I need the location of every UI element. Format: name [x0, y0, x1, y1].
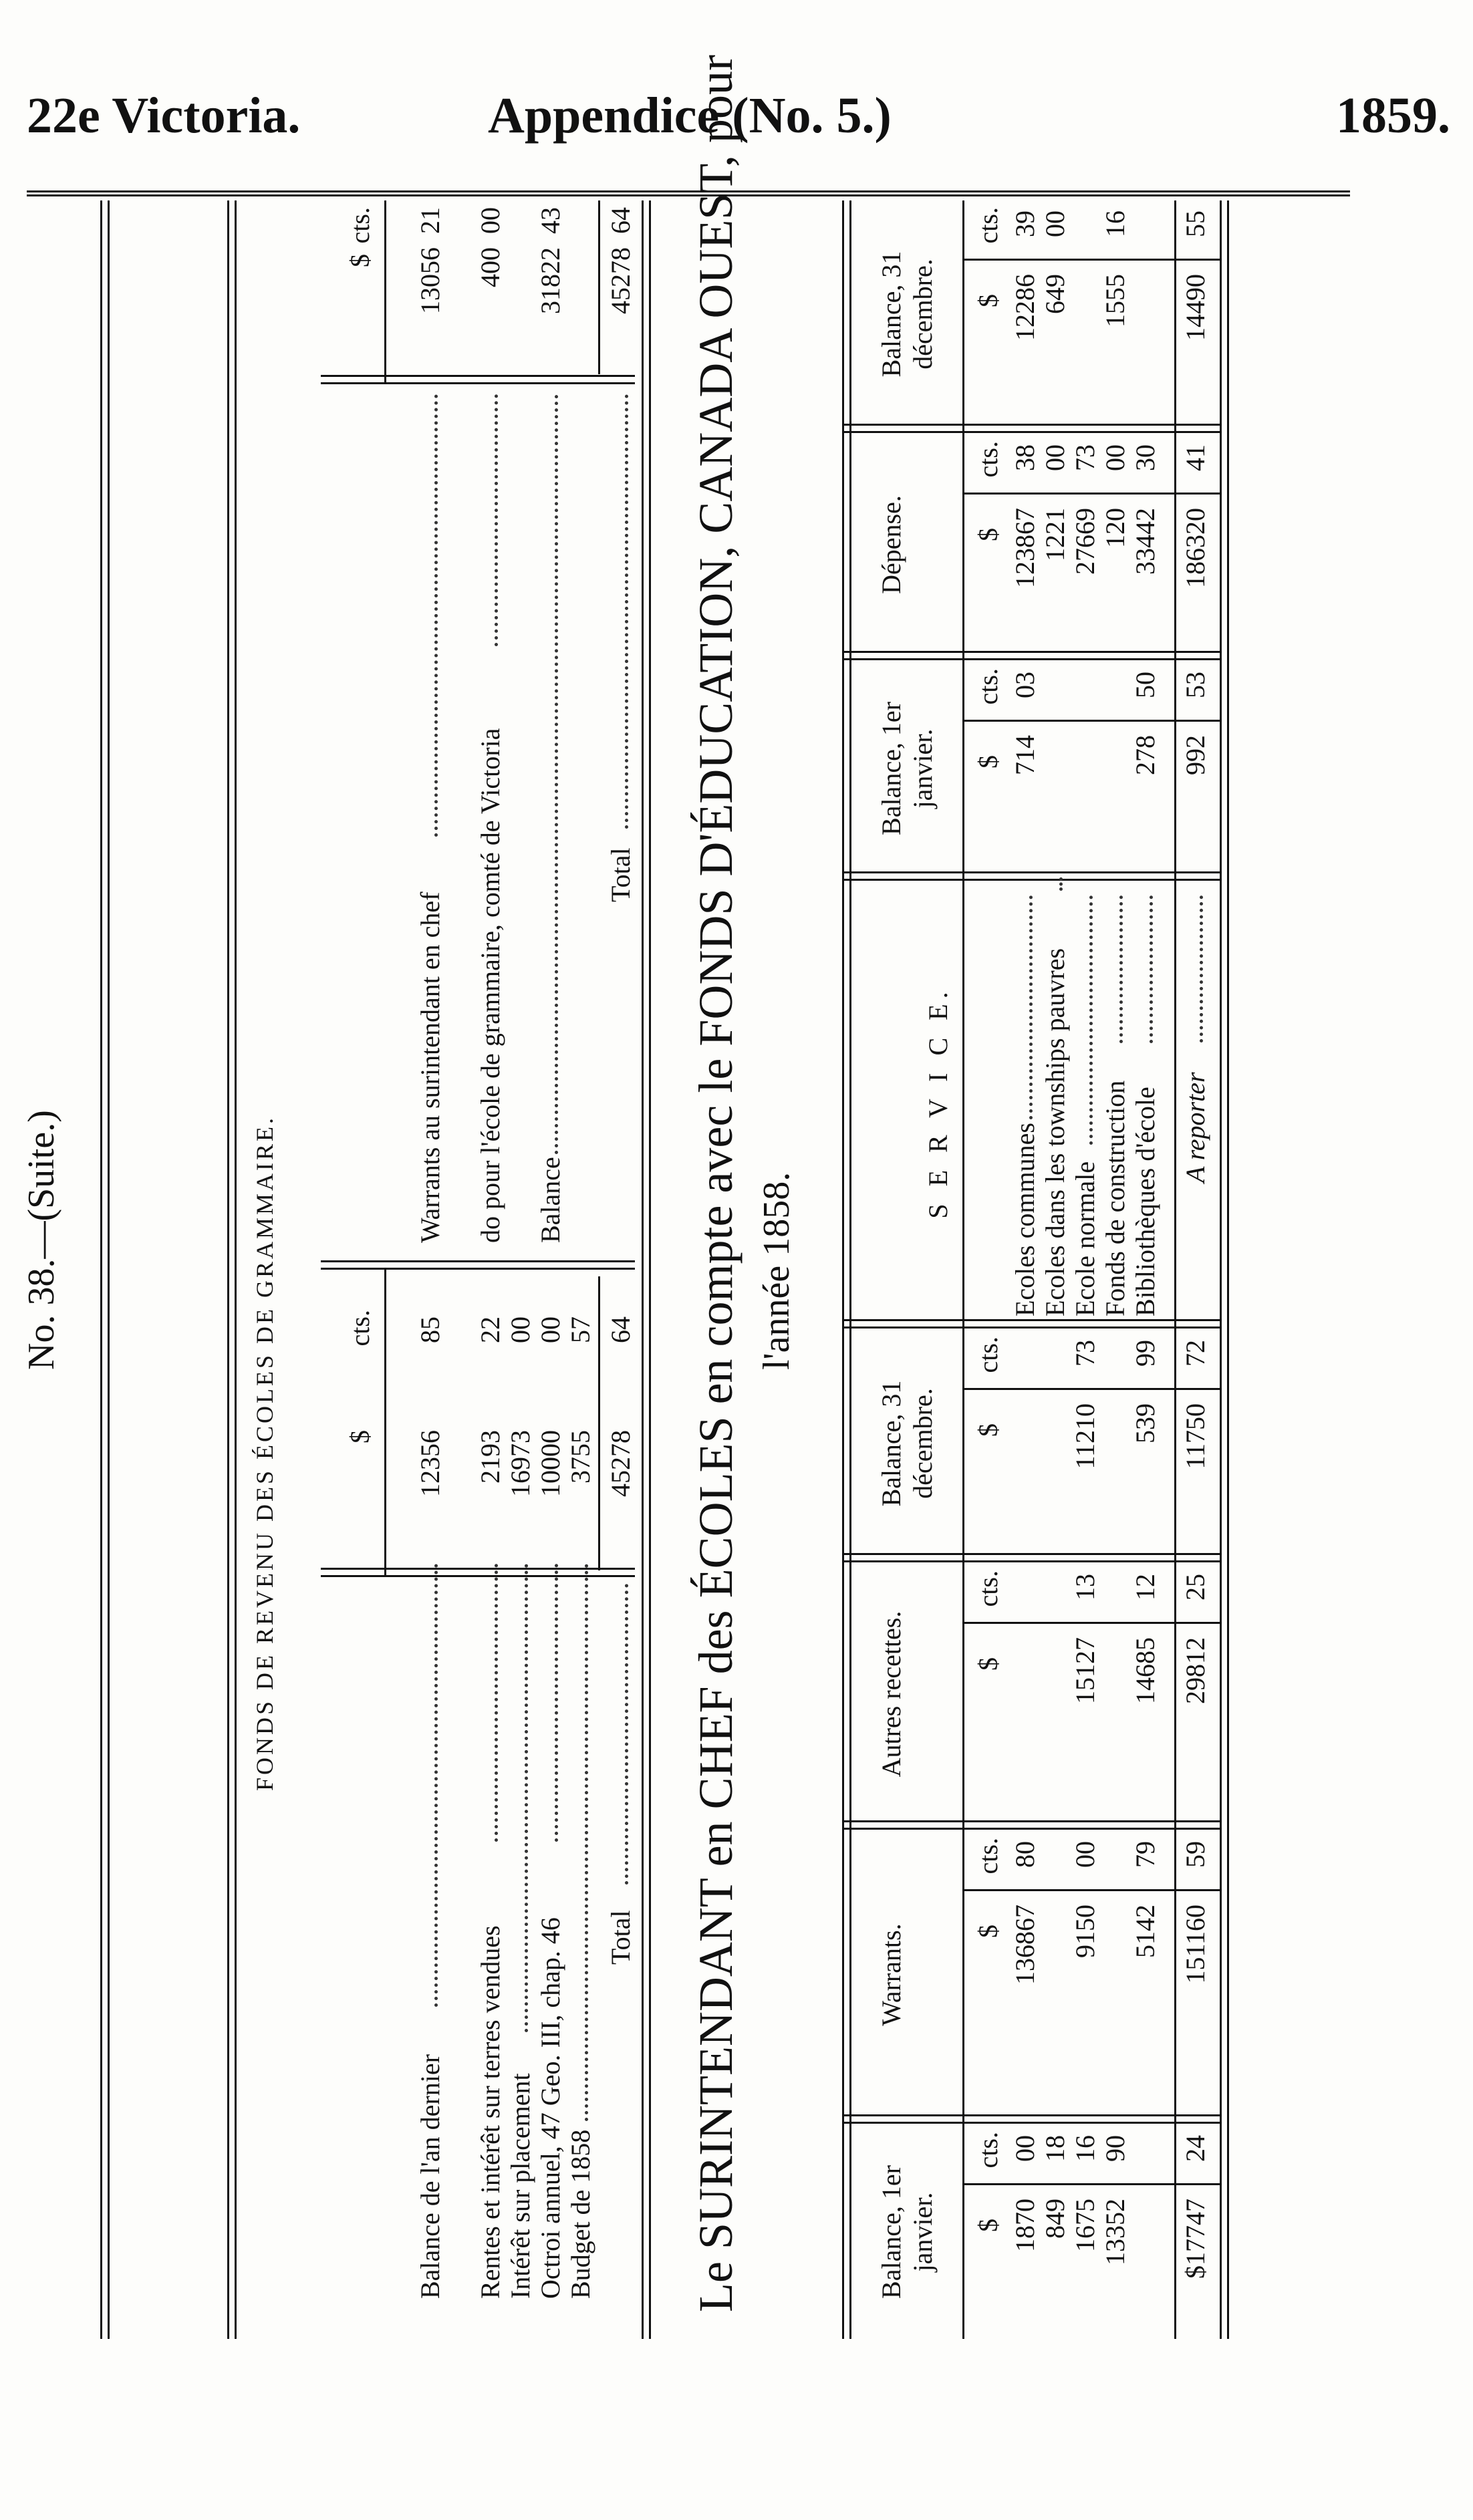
frame-rule-top: [100, 200, 110, 2339]
total-dollars: 186320: [1180, 508, 1210, 588]
amount-cents: 16: [1100, 211, 1130, 237]
receipt-dollars: 2193: [475, 1430, 505, 1484]
table-top-rule: [842, 200, 851, 2339]
cents-unit: cts.: [973, 207, 1003, 244]
expense-dollars: 31822: [535, 247, 565, 314]
column-header: Balance, 1er janvier.: [876, 2165, 938, 2299]
amount-cents: 39: [1010, 211, 1040, 237]
column-header: Balance, 31 décembre.: [876, 251, 938, 378]
cents-unit: cts.: [973, 2132, 1003, 2168]
carry-forward-label: A reporter: [1180, 1072, 1210, 1183]
expense-total-dollars: 45278: [606, 247, 636, 314]
amount-cents: 00: [1010, 2135, 1040, 2162]
amount-dollars: 849: [1040, 2199, 1070, 2239]
grammar-right-amount-rule: [321, 375, 635, 384]
receipt-dollars: 16973: [505, 1430, 535, 1497]
account-title: Le SURINTENDANT en CHEF des ÉCOLES en compte avec le FONDS D'ÉDUCATION, CANADA OUEST, pour: [689, 55, 743, 2312]
right-currency-label: $: [345, 254, 375, 267]
receipt-cents: 00: [505, 1316, 535, 1343]
receipt-cents: 22: [475, 1316, 505, 1343]
total-dollars: 11750: [1180, 1403, 1210, 1469]
expense-dollars: 400: [475, 247, 505, 287]
dollar-unit: $: [973, 755, 1003, 768]
leader-dots: [625, 394, 628, 829]
amount-cents: 79: [1130, 1841, 1160, 1868]
dollar-unit: $: [973, 2219, 1003, 2232]
cents-unit: cts.: [973, 668, 1003, 705]
amount-cents: 73: [1070, 444, 1100, 471]
receipt-total-label: Total: [606, 1910, 636, 1965]
total-cents: 59: [1180, 1841, 1210, 1868]
receipt-label: Rentes et intérêt sur terres vendues: [475, 1925, 505, 2299]
cents-unit: cts.: [973, 1838, 1003, 1874]
amount-cents: 16: [1070, 2135, 1100, 2162]
receipt-label: Octroi annuel, 47 Geo. III, chap. 46: [535, 1917, 565, 2299]
receipt-dollars: 3755: [565, 1430, 595, 1484]
cents-unit: cts.: [973, 1337, 1003, 1373]
amount-cents: 99: [1130, 1340, 1160, 1367]
expense-label: Balance: [535, 1157, 565, 1243]
amount-cents: 00: [1040, 211, 1070, 237]
dollar-unit: $: [973, 1657, 1003, 1671]
amount-dollars: 9150: [1070, 1905, 1100, 1958]
amount-dollars: 1555: [1100, 274, 1130, 327]
amount-dollars: 136867: [1010, 1905, 1040, 1985]
receipt-dollars: 10000: [535, 1430, 565, 1497]
amount-dollars: 5142: [1130, 1905, 1160, 1958]
grammar-right-unit-rule: [384, 200, 386, 384]
receipt-total-cents: 64: [606, 1316, 636, 1343]
amount-cents: 30: [1130, 444, 1160, 471]
expense-label: Warrants au surintendant en chef: [415, 891, 445, 1243]
leader-dots: [555, 1564, 558, 1842]
expense-total-label: Total: [606, 847, 636, 902]
receipt-total-dollars: 45278: [606, 1430, 636, 1497]
service-label: Ecoles dans les townships pauvres: [1040, 948, 1070, 1316]
grammar-left-unit-rule: [384, 1270, 386, 1577]
amount-dollars: 1221: [1040, 508, 1070, 561]
expense-cents: 43: [535, 207, 565, 234]
leader-dots: [434, 394, 438, 837]
amount-dollars: 539: [1130, 1403, 1160, 1443]
dollar-unit: $: [973, 528, 1003, 541]
dollar-unit: $: [973, 1423, 1003, 1437]
receipt-cents: 85: [415, 1316, 445, 1343]
total-dollars: 151160: [1180, 1905, 1210, 1984]
service-label: Ecole normale: [1070, 1161, 1100, 1316]
amount-cents: 00: [1100, 444, 1130, 471]
receipt-total-rule: [598, 1276, 600, 1570]
total-dollars: 29812: [1180, 1637, 1210, 1704]
total-cents: 53: [1180, 672, 1210, 698]
receipt-label: Budget de 1858: [565, 2129, 595, 2299]
fund-title: FONDS DE REVENU DES ÉCOLES DE GRAMMAIRE.: [251, 1115, 278, 1791]
leader-dots: [625, 1584, 628, 1884]
amount-cents: 03: [1010, 672, 1040, 698]
total-cents: 41: [1180, 444, 1210, 471]
total-cents: 72: [1180, 1340, 1210, 1367]
amount-dollars: 714: [1010, 735, 1040, 775]
left-currency-label: $: [345, 1430, 375, 1443]
column-header: Dépense.: [876, 495, 906, 594]
leader-dots: [1200, 895, 1203, 1042]
leader-dots: [1059, 877, 1063, 891]
expense-total-cents: 64: [606, 207, 636, 234]
receipt-label: Intérêt sur placement: [505, 2073, 535, 2299]
amount-dollars: 1675: [1070, 2199, 1100, 2252]
amount-dollars: 278: [1130, 735, 1160, 775]
amount-dollars: 11210: [1070, 1403, 1100, 1469]
amount-cents: 13: [1070, 1574, 1100, 1600]
receipt-cents: 00: [535, 1316, 565, 1343]
amount-dollars: 120: [1100, 508, 1130, 548]
column-header: Warrants.: [876, 1923, 906, 2026]
amount-cents: 00: [1040, 444, 1070, 471]
leader-dots: [555, 394, 558, 1154]
total-cents: 55: [1180, 211, 1210, 237]
left-cents-label: cts.: [345, 1310, 375, 1347]
leader-dots: [434, 1564, 438, 2007]
amount-cents: 80: [1010, 1841, 1040, 1868]
cents-unit: cts.: [973, 1570, 1003, 1607]
total-dollars: 992: [1180, 735, 1210, 775]
leader-dots: [495, 1564, 498, 1842]
amount-dollars: 15127: [1070, 1637, 1100, 1704]
amount-cents: 38: [1010, 444, 1040, 471]
amount-dollars: 27669: [1070, 508, 1100, 575]
cents-unit: cts.: [973, 441, 1003, 478]
column-rule: [842, 1820, 1220, 1830]
leader-dots: [1119, 895, 1123, 1043]
dollar-unit: $: [973, 1925, 1003, 1938]
leader-dots: [525, 1564, 528, 2032]
table-header-rule: [962, 200, 964, 2339]
leader-dots: [1150, 895, 1153, 1043]
grammar-bottom-rule: [642, 200, 651, 2339]
expense-cents: 21: [415, 207, 445, 234]
column-rule: [842, 1319, 1220, 1328]
expense-cents: 00: [475, 207, 505, 234]
column-header: Balance, 31 décembre.: [876, 1380, 938, 1507]
leader-dots: [1089, 895, 1093, 1145]
amount-cents: 73: [1070, 1340, 1100, 1367]
expense-dollars: 13056: [415, 247, 445, 314]
amount-cents: 12: [1130, 1574, 1160, 1600]
receipt-label: Balance de l'an dernier: [415, 2054, 445, 2299]
amount-dollars: 123867: [1010, 508, 1040, 588]
account-title-year: l'année 1858.: [756, 1171, 797, 1370]
amount-cents: 00: [1070, 1841, 1100, 1868]
amount-dollars: 33442: [1130, 508, 1160, 575]
service-label: Bibliothèques d'école: [1130, 1087, 1160, 1316]
amount-dollars: 1870: [1010, 2199, 1040, 2252]
table-bottom-rule: [1220, 200, 1229, 2339]
dollar-unit: $: [973, 294, 1003, 307]
service-label: Ecoles communes: [1010, 1123, 1040, 1316]
amount-dollars: 14685: [1130, 1637, 1160, 1704]
document-number: No. 38.—(Suite.): [21, 1110, 62, 1370]
receipt-cents: 57: [565, 1316, 595, 1343]
column-rule: [842, 1553, 1220, 1562]
amount-dollars: 13352: [1100, 2199, 1130, 2265]
year-label: 1859.: [1336, 88, 1450, 144]
table-total-rule: [1174, 200, 1176, 2339]
column-header: Autres recettes.: [876, 1611, 906, 1778]
amount-cents: 18: [1040, 2135, 1070, 2162]
amount-cents: 50: [1130, 672, 1160, 698]
amount-cents: 90: [1100, 2135, 1130, 2162]
total-dollars: $17747: [1180, 2199, 1210, 2279]
leader-dots: [495, 394, 498, 646]
total-cents: 24: [1180, 2135, 1210, 2162]
leader-dots: [585, 1564, 588, 2121]
amount-dollars: 649: [1040, 274, 1070, 314]
grammar-middle-rule: [321, 1260, 635, 1270]
amount-dollars: 12286: [1010, 274, 1040, 341]
service-label: Fonds de construction: [1100, 1080, 1130, 1316]
expense-label: do pour l'école de grammaire, comté de Victoria: [475, 728, 505, 1243]
frame-rule-inner: [227, 200, 237, 2339]
total-cents: 25: [1180, 1574, 1210, 1600]
total-dollars: 14490: [1180, 274, 1210, 341]
right-cents-label: cts.: [345, 207, 375, 244]
column-header: S E R V I C E.: [923, 986, 953, 1219]
session-label: 22e Victoria.: [27, 88, 301, 144]
expense-total-rule: [598, 200, 600, 374]
appendix-label: Appendice (No. 5.): [488, 88, 892, 144]
receipt-dollars: 12356: [415, 1430, 445, 1497]
column-header: Balance, 1er janvier.: [876, 702, 938, 835]
leader-dots: [1029, 895, 1033, 1119]
